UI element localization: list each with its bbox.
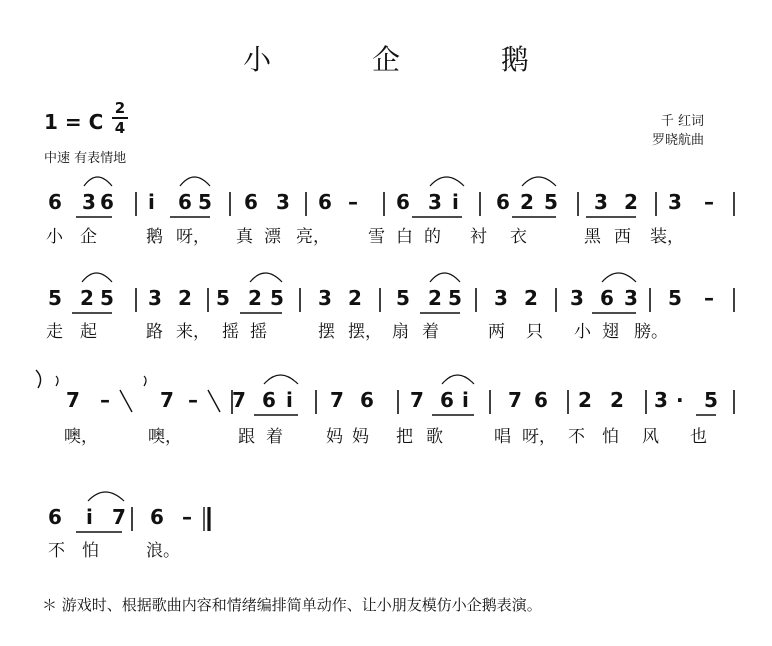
note: 5 xyxy=(448,286,462,310)
note: 3 xyxy=(494,286,508,310)
note: 2 xyxy=(348,286,362,310)
note: 5 xyxy=(396,286,410,310)
lyric: 西 xyxy=(614,227,631,247)
lyricist: 千 红词 xyxy=(660,114,705,129)
lyric: 翅 xyxy=(602,322,619,342)
lyric: 装， xyxy=(650,227,684,247)
note: 6 xyxy=(100,190,114,214)
lyric: 来， xyxy=(176,322,210,342)
lyric: 衬 xyxy=(470,227,487,247)
note: 6 xyxy=(440,388,454,412)
composer: 罗晓航曲 xyxy=(652,133,705,148)
lyric: 怕 xyxy=(82,541,99,561)
lyric: 两 xyxy=(488,322,505,342)
lyric: 只 xyxy=(526,322,543,342)
note: 6 xyxy=(360,388,374,412)
note: 3 xyxy=(594,190,608,214)
lyric: 路 xyxy=(146,322,163,342)
note: 7 xyxy=(330,388,344,412)
slur-mark xyxy=(250,273,282,282)
lyric: 漂 xyxy=(264,227,281,247)
slur-mark xyxy=(84,177,112,186)
lyric: 歌 xyxy=(426,427,443,447)
note: i xyxy=(148,190,155,214)
slur-mark xyxy=(442,375,474,384)
note: 6 xyxy=(48,190,62,214)
note: 3 xyxy=(654,388,668,412)
lyric: 的 xyxy=(424,227,441,247)
lyric: 膀。 xyxy=(634,322,668,342)
lyric: 黑 xyxy=(584,227,601,247)
lyric: 白 xyxy=(396,227,413,247)
lyric: 风 xyxy=(642,427,659,447)
note: 6 xyxy=(262,388,276,412)
note: 6 xyxy=(48,505,62,529)
breath-mark xyxy=(208,390,220,412)
lyric: 把 xyxy=(396,427,413,447)
note: – xyxy=(348,190,358,214)
lyric: 着 xyxy=(266,427,283,447)
note: 2 xyxy=(248,286,262,310)
lyric: 企 xyxy=(80,227,97,247)
note: 5 xyxy=(668,286,682,310)
slur-mark xyxy=(430,273,460,282)
footnote: ＊ 游戏时、根据歌曲内容和情绪编排简单动作、让小朋友模仿小企鹅表演。 xyxy=(42,596,542,614)
note: 6 xyxy=(178,190,192,214)
lyric: 小 xyxy=(574,322,591,342)
lyric: 真 xyxy=(236,227,253,247)
note: – xyxy=(704,286,714,310)
lyric: 不 xyxy=(48,541,65,561)
lyric: 小 xyxy=(46,227,63,247)
note: · xyxy=(676,388,684,412)
note: 6 xyxy=(244,190,258,214)
note: 5 xyxy=(216,286,230,310)
lyric: 摇 xyxy=(222,322,239,342)
note: 6 xyxy=(496,190,510,214)
lyric: 浪。 xyxy=(146,541,180,561)
lyric: 呀， xyxy=(176,227,210,247)
lyric: 走 xyxy=(46,322,63,342)
lyric: 唱 xyxy=(494,427,511,447)
lyric: 怕 xyxy=(602,427,619,447)
slur-mark xyxy=(180,177,210,186)
note: – xyxy=(100,388,110,412)
note: 7 xyxy=(66,388,80,412)
note: 7 xyxy=(508,388,522,412)
note: 6 xyxy=(534,388,548,412)
note: 2 xyxy=(428,286,442,310)
note: i xyxy=(462,388,469,412)
lyric: 噢， xyxy=(148,427,182,447)
slur-mark xyxy=(430,177,464,186)
lyric: 不 xyxy=(568,427,585,447)
note: 7 xyxy=(160,388,174,412)
note: 7 xyxy=(112,505,126,529)
tempo-marking: 中速 有表情地 xyxy=(44,151,127,166)
note: 2 xyxy=(610,388,624,412)
meter-top: 2 xyxy=(114,99,126,117)
note: i xyxy=(86,505,93,529)
note: 2 xyxy=(178,286,192,310)
meter-bottom: 4 xyxy=(114,119,126,137)
grace-mark xyxy=(56,376,58,386)
slur-mark xyxy=(602,273,636,282)
lyric: 摆， xyxy=(348,322,382,342)
slur-mark xyxy=(82,273,112,282)
song-title: 小 企 鹅 xyxy=(243,43,575,76)
note: 5 xyxy=(48,286,62,310)
lyric: 妈 xyxy=(352,427,369,447)
note: 6 xyxy=(318,190,332,214)
lyric: 呀， xyxy=(522,427,556,447)
note: 6 xyxy=(150,505,164,529)
note: – xyxy=(188,388,198,412)
note: 5 xyxy=(270,286,284,310)
slur-mark xyxy=(264,375,298,384)
lyric: 起 xyxy=(80,322,97,342)
note: 2 xyxy=(524,286,538,310)
note: i xyxy=(286,388,293,412)
note: – xyxy=(704,190,714,214)
lyric: 亮， xyxy=(296,227,330,247)
note: 6 xyxy=(600,286,614,310)
note: 2 xyxy=(520,190,534,214)
lyric: 鹅 xyxy=(146,227,163,247)
lyric: 雪 xyxy=(368,227,385,247)
lyric: 摇 xyxy=(250,322,267,342)
note: 7 xyxy=(232,388,246,412)
lyric: 噢， xyxy=(64,427,98,447)
lyric: 衣 xyxy=(510,227,527,247)
lyric: 摆 xyxy=(318,322,335,342)
note: 3 xyxy=(276,190,290,214)
lyric: 也 xyxy=(690,427,707,447)
slur-mark xyxy=(522,177,556,186)
note: 2 xyxy=(578,388,592,412)
slur-mark xyxy=(88,492,124,501)
lyric: 着 xyxy=(422,322,439,342)
note: 3 xyxy=(624,286,638,310)
note: 5 xyxy=(198,190,212,214)
note: 3 xyxy=(82,190,96,214)
note: 5 xyxy=(544,190,558,214)
lyric: 扇 xyxy=(392,322,409,342)
note: 3 xyxy=(668,190,682,214)
note: 3 xyxy=(148,286,162,310)
key-signature: 1 = C xyxy=(44,110,104,134)
note: 3 xyxy=(428,190,442,214)
note: 2 xyxy=(624,190,638,214)
note: 2 xyxy=(80,286,94,310)
grace-mark xyxy=(144,376,146,386)
repeat-bracket xyxy=(36,370,41,388)
note: 3 xyxy=(318,286,332,310)
note: 3 xyxy=(570,286,584,310)
note: 5 xyxy=(704,388,718,412)
lyric: 跟 xyxy=(238,427,255,447)
note: 5 xyxy=(100,286,114,310)
note: i xyxy=(452,190,459,214)
note: 7 xyxy=(410,388,424,412)
note: 6 xyxy=(396,190,410,214)
lyric: 妈 xyxy=(326,427,343,447)
note: – xyxy=(182,505,192,529)
breath-mark xyxy=(120,390,132,412)
